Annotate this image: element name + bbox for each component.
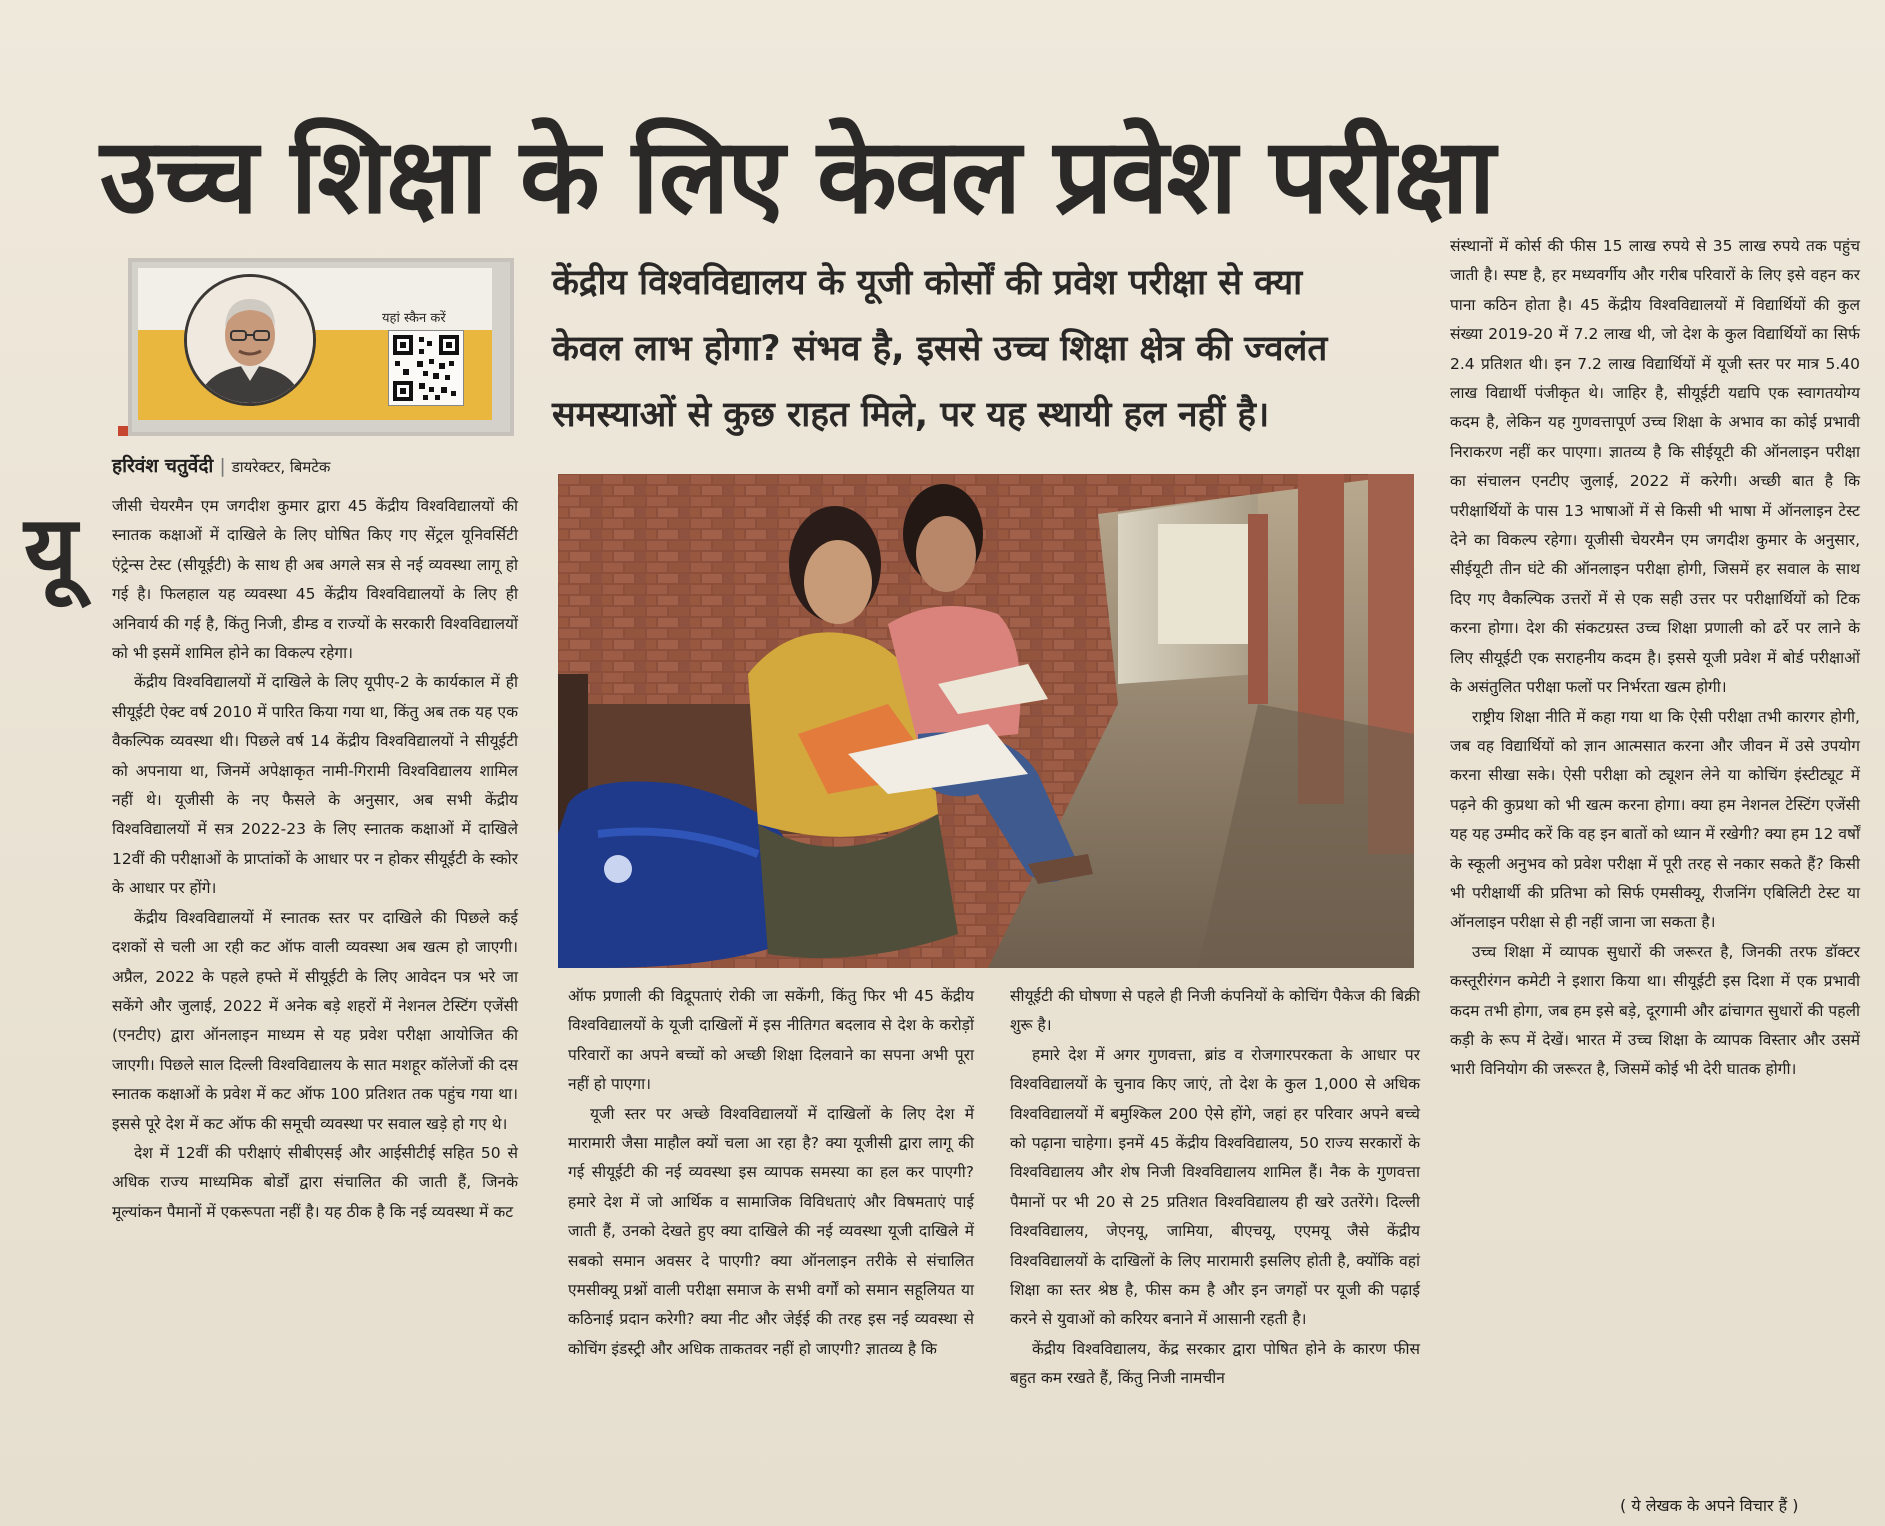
paragraph: जीसी चेयरमैन एम जगदीश कुमार द्वारा 45 केंद्रीय विश्वविद्यालयों की स्नातक कक्षाओं में दाखिले के लिए घोषित किए गए सेंट्रल यूनिवर्सिटी एंट्रेन्स टेस्ट (सीयूईटी) के साथ ही अब अगले सत्र से नई व्यवस्था लागू हो गई है। फिलहाल यह व्यवस्था 45 केंद्रीय विश्वविद्यालयों के लिए ही अनिवार्य की गई है, किंतु निजी, डीम्ड व राज्यों के सरकारी विश्वविद्यालयों को भी इसमें शामिल होने का विकल्प रहेगा। [112,497,518,663]
paragraph: यूजी स्तर पर अच्छे विश्वविद्यालयों में दाखिलों के लिए देश में मारामारी जैसा माहौल क्यों चला आ रहा है? क्या यूजीसी द्वारा लागू की गई सीयूईटी की नई व्यवस्था इस व्यापक समस्या का हल कर पाएगी? हमारे देश में जो आर्थिक व सामाजिक विविधताएं और विषमताएं पाई जाती हैं, उनको देखते हुए क्या दाखिले की नई व्यवस्था यूजी दाखिले में सबको समान अवसर दे पाएगी? क्या ऑनलाइन तरीके से संचालित एमसीक्यू प्रश्नों वाली परीक्षा समाज के सभी वर्गों को समान सहूलियत या कठिनाई प्रदान करेगी? क्या नीट और जेईई की तरह इस नई व्यवस्था से कोचिंग इंडस्ट्री और अधिक ताकतवर नहीं हो जाएगी? ज्ञातव्य है कि [568,1104,975,1358]
paragraph: उच्च शिक्षा में व्यापक सुधारों की जरूरत है, जिनकी तरफ डॉक्टर कस्तूरीरंगन कमेटी ने इशारा किया था। सीयूईटी इस दिशा में एक प्रभावी कदम तभी होगा, जब हम इसे बड़े, दूरगामी और ढांचागत सुधारों की पहली कड़ी के रूप में देखें। भारत में उच्च शिक्षा के व्यापक विस्तार और उसमें भारी विनियोग की जरूरत है, जिसमें कोई भी देरी घातक होगी। [1450,942,1860,1079]
deck-summary [552,250,1412,448]
qr-label: यहां स्कैन करें [382,311,446,326]
author-role: डायरेक्टर, बिमटेक [231,458,331,476]
deck-line: केवल लाभ होगा? संभव है, इससे उच्च शिक्षा क्षेत्र की ज्वलंत [552,329,1328,369]
author-photo [184,274,316,406]
paragraph: सीयूईटी की घोषणा से पहले ही निजी कंपनियों के कोचिंग पैकेज की बिक्री शुरू है। [1010,987,1420,1035]
article-column-4 [1450,232,1860,1085]
paragraph: केंद्रीय विश्वविद्यालयों में स्नातक स्तर पर दाखिले की पिछले कई दशकों से चली आ रही कट ऑफ वाली व्यवस्था अब खत्म हो जाएगी। अप्रैल, 2022 के पहले हफ्ते में सीयूईटी के लिए आवेदन पत्र भरे जा सकेंगे और जुलाई, 2022 में अनेक बड़े शहरों में नेशनल टेस्टिंग एजेंसी (एनटीए) द्वारा ऑनलाइन माध्यम से यह प्रवेश परीक्षा आयोजित की जाएगी। पिछले साल दिल्ली विश्वविद्यालय के सात मशहूर कॉलेजों की दस स्नातक कक्षाओं के प्रवेश में कट ऑफ 100 प्रतिशत तक पहुंच गया था। इससे पूरे देश में कट ऑफ की समूची व्यवस्था पर सवाल खड़े हो गए थे। [112,908,518,1133]
paragraph: केंद्रीय विश्वविद्यालयों में दाखिले के लिए यूपीए-2 के कार्यकाल में ही सीयूईटी ऐक्ट वर्ष 2010 में पारित किया गया था, किंतु अब तक यह एक वैकल्पिक व्यवस्था थी। पिछले वर्ष 14 केंद्रीय विश्वविद्यालयों ने सीयूईटी को अपनाया था, जिनमें अपेक्षाकृत नामी-गिरामी विश्वविद्यालय शामिल नहीं थे। यूजीसी के नए फैसले के अनुसार, अब सभी केंद्रीय विश्वविद्यालयों में सत्र 2022-23 के लिए स्नातक कक्षाओं में दाखिले 12वीं की परीक्षाओं के प्राप्तांकों के आधार पर न होकर सीयूईटी के स्कोर के आधार पर होंगे। [112,673,518,898]
paragraph: ऑफ प्रणाली की विद्रूपताएं रोकी जा सकेंगी, किंतु फिर भी 45 केंद्रीय विश्वविद्यालयों के यूजी दाखिलों में इस नीतिगत बदलाव से देश के करोड़ों परिवारों का अपने बच्चों को अच्छी शिक्षा दिलवाने का सपना अभी पूरा नहीं हो पाएगा। [568,987,974,1094]
headline: उच्च शिक्षा के लिए केवल प्रवेश परीक्षा [100,114,1494,237]
deck-line: केंद्रीय विश्वविद्यालय के यूजी कोर्सों की प्रवेश परीक्षा से क्या [552,263,1303,303]
paragraph: केंद्रीय विश्वविद्यालय, केंद्र सरकार द्वारा पोषित होने के कारण फीस बहुत कम रखते हैं, किंतु निजी नामचीन [1010,1339,1420,1388]
paragraph: देश में 12वीं की परीक्षाएं सीबीएसई और आईसीटीई सहित 50 से अधिक राज्य माध्यमिक बोर्डों द्वारा संचालित की जाती हैं, जिनके मूल्यांकन पैमानों में एकरूपता नहीं है। यह ठीक है कि नई व्यवस्था में कट [112,1143,518,1221]
byline: हरिवंश चतुर्वेदी | डायरेक्टर, बिमटेक [112,455,331,477]
deck-line: समस्याओं से कुछ राहत मिले, पर यह स्थायी हल नहीं है। [552,395,1270,435]
article-column-1 [112,492,518,1227]
students-reading-photo [558,474,1414,968]
article-photo [558,474,1414,968]
article-column-3 [1010,982,1420,1394]
author-portrait-illustration [187,277,313,403]
drop-cap: यू [24,496,78,603]
author-disclaimer: ( ये लेखक के अपने विचार हैं ) [1620,1496,1799,1515]
paragraph: संस्थानों में कोर्स की फीस 15 लाख रुपये से 35 लाख रुपये तक पहुंच जाती है। स्पष्ट है, हर मध्यवर्गीय और गरीब परिवारों के लिए इसे वहन कर पाना कठिन होता है। 45 केंद्रीय विश्वविद्यालयों में विद्यार्थियों की कुल संख्या 2019-20 में 7.2 लाख थी, जो देश के कुल विद्यार्थियों का सिर्फ 2.4 प्रतिशत थी। इन 7.2 लाख विद्यार्थियों में यूजी स्तर पर मात्र 5.40 लाख विद्यार्थी पंजीकृत थे। जाहिर है, सीयूईटी यद्यपि एक स्वागतयोग्य कदम है, लेकिन यह गुणवत्तापूर्ण उच्च शिक्षा के अभाव का कोई प्रभावी निराकरण नहीं कर पाएगा। ज्ञातव्य है कि सीईयूटी की ऑनलाइन परीक्षा का संचालन एनटीए जुलाई, 2022 में करेगी। अच्छी बात है कि परीक्षार्थियों के पास 13 भाषाओं में से किसी भी भाषा में ऑनलाइन टेस्ट देने का विकल्प रहेगा। यूजीसी चेयरमैन एम जगदीश कुमार के अनुसार, सीईयूटी तीन घंटे की ऑनलाइन परीक्षा होगी, जिसमें हर सवाल के साथ दिए गए वैकल्पिक उत्तरों में से एक सही उत्तर पर परीक्षार्थियों को टिक करना होगा। देश की संकटग्रस्त उच्च शिक्षा प्रणाली को ढर्रे पर लाने के लिए सीयूईटी एक सराहनीय कदम है। इससे यूजी प्रवेश में बोर्ड परीक्षाओं के असंतुलित परीक्षा फलों पर निर्भरता खत्म होगी। [1450,237,1860,697]
paragraph: हमारे देश में अगर गुणवत्ता, ब्रांड व रोजगारपरकता के आधार पर विश्वविद्यालयों के चुनाव किए जाएं, तो देश के कुल 1,000 से अधिक विश्वविद्यालयों में बमुश्किल 200 ऐसे होंगे, जहां हर परिवार अपने बच्चे को पढ़ाना चाहेगा। इनमें 45 केंद्रीय विश्वविद्यालय, 50 राज्य सरकारों के विश्वविद्यालय और शेष निजी विश्वविद्यालय शामिल हैं। नैक के गुणवत्ता पैमानों पर भी 20 से 25 प्रतिशत विश्वविद्यालय ही खरे उतरेंगे। दिल्ली विश्वविद्यालय, जेएनयू, जामिया, बीएचयू, एएमयू जैसे केंद्रीय विश्वविद्यालयों के दाखिलों के लिए मारामारी इसलिए होती है, क्योंकि वहां शिक्षा का स्तर श्रेष्ठ है, फीस कम है और इन जगहों पर यूजी की पढ़ाई करने से युवाओं को करियर बनाने में आसानी रहती है। [1010,1045,1420,1329]
paragraph: राष्ट्रीय शिक्षा नीति में कहा गया था कि ऐसी परीक्षा तभी कारगर होगी, जब वह विद्यार्थियों को ज्ञान आत्मसात करना और जीवन में उसे उपयोग करना सीखा सके। ऐसी परीक्षा को ट्यूशन लेने या कोचिंग इंस्टीट्यूट में पढ़ने की कुप्रथा को भी खत्म करना होगा। क्या हम नेशनल टेस्टिंग एजेंसी यह यह उम्मीद करें कि वह इन बातों को ध्यान में रखेगी? क्या हम 12 वर्षों के स्कूली अनुभव को प्रवेश परीक्षा में पूरी तरह से नकार सकते हैं? किसी भी परीक्षार्थी की प्रतिभा को सिर्फ एमसीक्यू, रीजनिंग एबिलिटी टेस्ट या ऑनलाइन परीक्षा से ही नहीं जाना जा सकता है। [1450,707,1860,932]
qr-code-icon[interactable] [388,330,464,406]
article-column-2 [568,982,974,1364]
author-name: हरिवंश चतुर्वेदी [112,455,214,477]
